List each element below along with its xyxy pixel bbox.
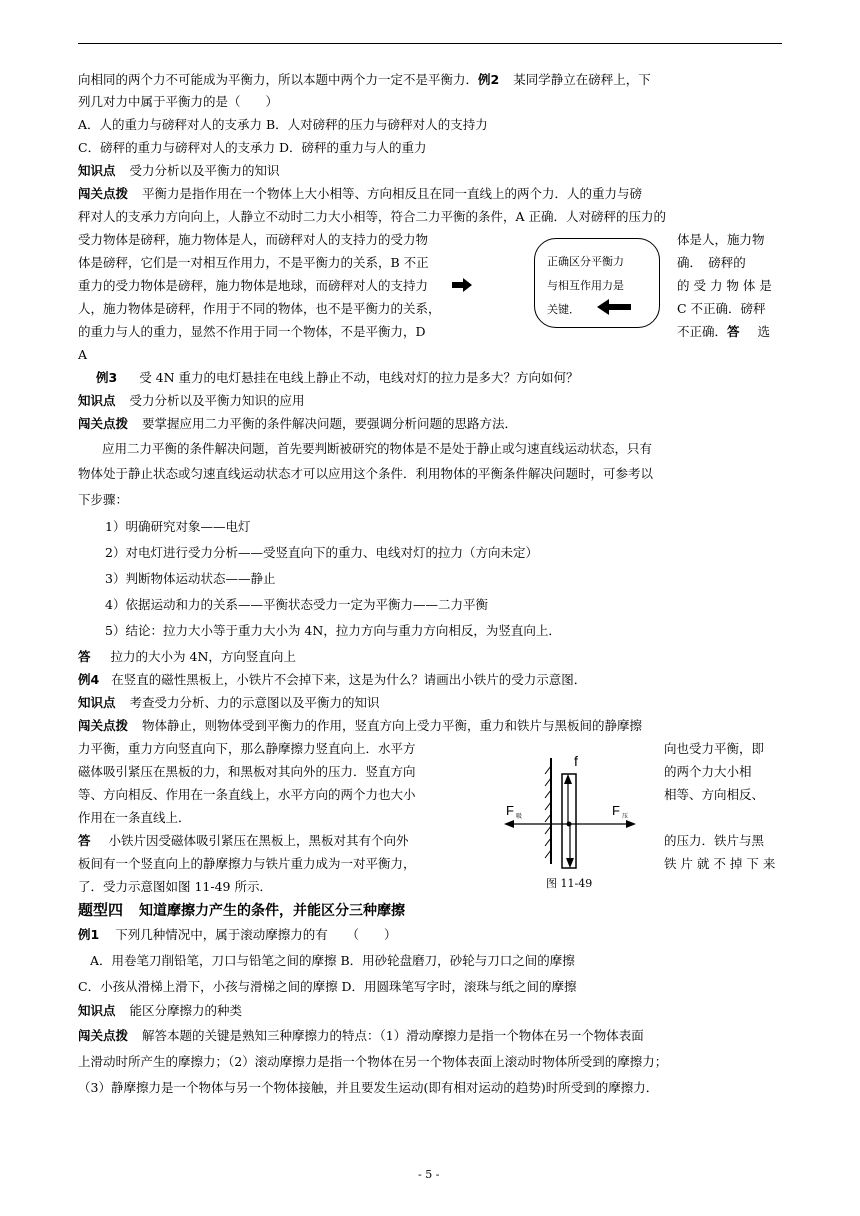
text-line: 的重力与人的重力，显然不作用于同一个物体，不是平衡力，D — [78, 324, 426, 339]
answer-line: 答 拉力的大小为 4N，方向竖直向上 — [78, 649, 296, 664]
text-line: 物体处于静止状态或匀速直线运动状态才可以应用这个条件．利用物体的平衡条件解决问题时，可参考以 — [78, 466, 654, 481]
option-line: C．磅秤的重力与磅秤对人的支承力 D．磅秤的重力与人的重力 — [78, 140, 427, 155]
text-line: 等、方向相反、作用在一条直线上，水平方向的两个力也大小 — [78, 787, 416, 802]
text-line: 了．受力示意图如图 11-49 所示． — [78, 879, 272, 894]
text-line: 不正确．答 选 — [677, 324, 771, 339]
text-line: 确． 磅秤的 — [677, 255, 746, 270]
force-diagram — [500, 752, 650, 870]
step-line: 4）依据运动和力的关系——平衡状态受力一定为平衡力——二力平衡 — [105, 597, 488, 612]
force-label-right-sub: 压 — [622, 813, 629, 820]
text-line: 下步骤： — [78, 492, 129, 507]
hint-line: 闯关点拨 解答本题的关键是熟知三种摩擦力的特点：（1）滑动摩擦力是指一个物体在另一个物体表面 — [78, 1028, 644, 1043]
example-line: 例4 在竖直的磁性黑板上，小铁片不会掉下来，这是为什么？请画出小铁片的受力示意图． — [78, 672, 587, 687]
text-line: 板间有一个竖直向上的静摩擦力与铁片重力成为一对平衡力， — [78, 856, 416, 871]
text-line: 铁 片 就 不 掉 下 来 — [664, 856, 776, 871]
step-line: 2）对电灯进行受力分析——受竖直向下的重力、电线对灯的拉力（方向未定） — [105, 545, 538, 560]
hint-line: 闯关点拨 物体静止，则物体受到平衡力的作用，竖直方向上受力平衡，重力和铁片与黑板间的静摩擦 — [78, 718, 643, 733]
text-line: A — [78, 347, 88, 362]
text-line: 的压力．铁片与黑 — [664, 833, 765, 848]
left-arrow-icon — [597, 299, 633, 315]
step-line: 5）结论：拉力大小等于重力大小为 4N，拉力方向与重力方向相反，为竖直向上． — [105, 623, 561, 638]
force-label-right: F — [612, 803, 620, 818]
text-line: 磁体吸引紧压在黑板的力，和黑板对其向外的压力．竖直方向 — [78, 764, 416, 779]
hint-line: 闯关点拨 平衡力是指作用在一个物体上大小相等、方向相反且在同一直线上的两个力．人的重力与磅 — [78, 186, 643, 201]
knowledge-point: 知识点 受力分析以及平衡力知识的应用 — [78, 393, 305, 408]
example-line: 例1 下列几种情况中，属于滚动摩擦力的有 （ ） — [78, 927, 397, 942]
text-line: 作用在一条直线上． — [78, 810, 191, 825]
callout-text: 关键． — [547, 303, 580, 316]
callout-text: 正确区分平衡力 — [547, 255, 624, 268]
example-line: 例3 受 4N 重力的电灯悬挂在电线上静止不动，电线对灯的拉力是多大？方向如何？ — [96, 370, 579, 385]
text-line: 人，施力物体是磅秤，作用于不同的物体，也不是平衡力的关系， — [78, 301, 441, 316]
text-line: 向相同的两个力不可能成为平衡力，所以本题中两个力一定不是平衡力．例2 某同学静立在磅秤上，下 — [78, 72, 651, 87]
text-line: 列几对力中属于平衡力的是（ ） — [78, 94, 279, 109]
text-line: 向也受力平衡，即 — [664, 741, 765, 756]
knowledge-point: 知识点 能区分摩擦力的种类 — [78, 1003, 243, 1018]
header-rule — [78, 43, 782, 44]
text-line: C 不正确．磅秤 — [677, 301, 766, 316]
text-line: 应用二力平衡的条件解决问题，首先要判断被研究的物体是不是处于静止或匀速直线运动状态，只有 — [102, 441, 653, 456]
text-line: （3）静摩擦力是一个物体与另一个物体接触，并且要发生运动(即有相对运动的趋势)时所受到的摩擦力． — [78, 1080, 659, 1095]
knowledge-point: 知识点 考查受力分析、力的示意图以及平衡力的知识 — [78, 695, 380, 710]
text-line: 的两个力大小相 — [664, 764, 752, 779]
force-label-left: F — [506, 803, 514, 818]
option-line: A．人的重力与磅秤对人的支承力 B．人对磅秤的压力与磅秤对人的支持力 — [78, 117, 488, 132]
text-line: 力平衡，重力方向竖直向下，那么静摩擦力竖直向上．水平方 — [78, 741, 416, 756]
text-line: 秤对人的支承力方向向上，人静立不动时二力大小相等，符合二力平衡的条件，A 正确．人对磅秤的压力的 — [78, 209, 667, 224]
callout-bubble — [534, 238, 660, 328]
figure-caption: 图 11-49 — [546, 877, 593, 890]
hint-line: 闯关点拨 要掌握应用二力平衡的条件解决问题，要强调分析问题的思路方法． — [78, 416, 518, 431]
option-line: A．用卷笔刀削铅笔，刀口与铅笔之间的摩擦 B．用砂轮盘磨刀，砂轮与刀口之间的摩擦 — [90, 953, 575, 968]
text-line: 体是人，施力物 — [677, 232, 765, 247]
force-label-left-sub: 吸 — [516, 813, 523, 820]
text-line: 上滑动时所产生的摩擦力；（2）滚动摩擦力是指一个物体在另一个物体表面上滚动时物体所受到的摩擦力； — [78, 1054, 668, 1069]
callout-text: 与相互作用力是 — [547, 279, 624, 292]
answer-line: 答 小铁片因受磁体吸引紧压在黑板上，黑板对其有个向外 — [78, 833, 409, 848]
text-line: 重力的受力物体是磅秤，施力物体是地球，而磅秤对人的支持力 — [78, 278, 429, 293]
text-line: 的 受 力 物 体 是 — [677, 278, 772, 293]
knowledge-point: 知识点 受力分析以及平衡力的知识 — [78, 163, 280, 178]
text-line: 相等、方向相反、 — [664, 787, 765, 802]
page-number: - 5 - — [418, 1168, 440, 1181]
text-line: 受力物体是磅秤，施力物体是人，而磅秤对人的支持力的受力物 — [78, 232, 429, 247]
force-label-f: f — [574, 753, 578, 769]
text-line: 体是磅秤，它们是一对相互作用力，不是平衡力的关系，B 不正 — [78, 255, 429, 270]
step-line: 3）判断物体运动状态——静止 — [105, 571, 276, 586]
section-heading: 题型四 知道摩擦力产生的条件，并能区分三种摩擦 — [78, 901, 406, 919]
right-arrow-icon — [452, 278, 472, 292]
step-line: 1）明确研究对象——电灯 — [105, 519, 251, 534]
option-line: C．小孩从滑梯上滑下，小孩与滑梯之间的摩擦 D．用圆珠笔写字时，滚珠与纸之间的摩擦 — [78, 979, 577, 994]
